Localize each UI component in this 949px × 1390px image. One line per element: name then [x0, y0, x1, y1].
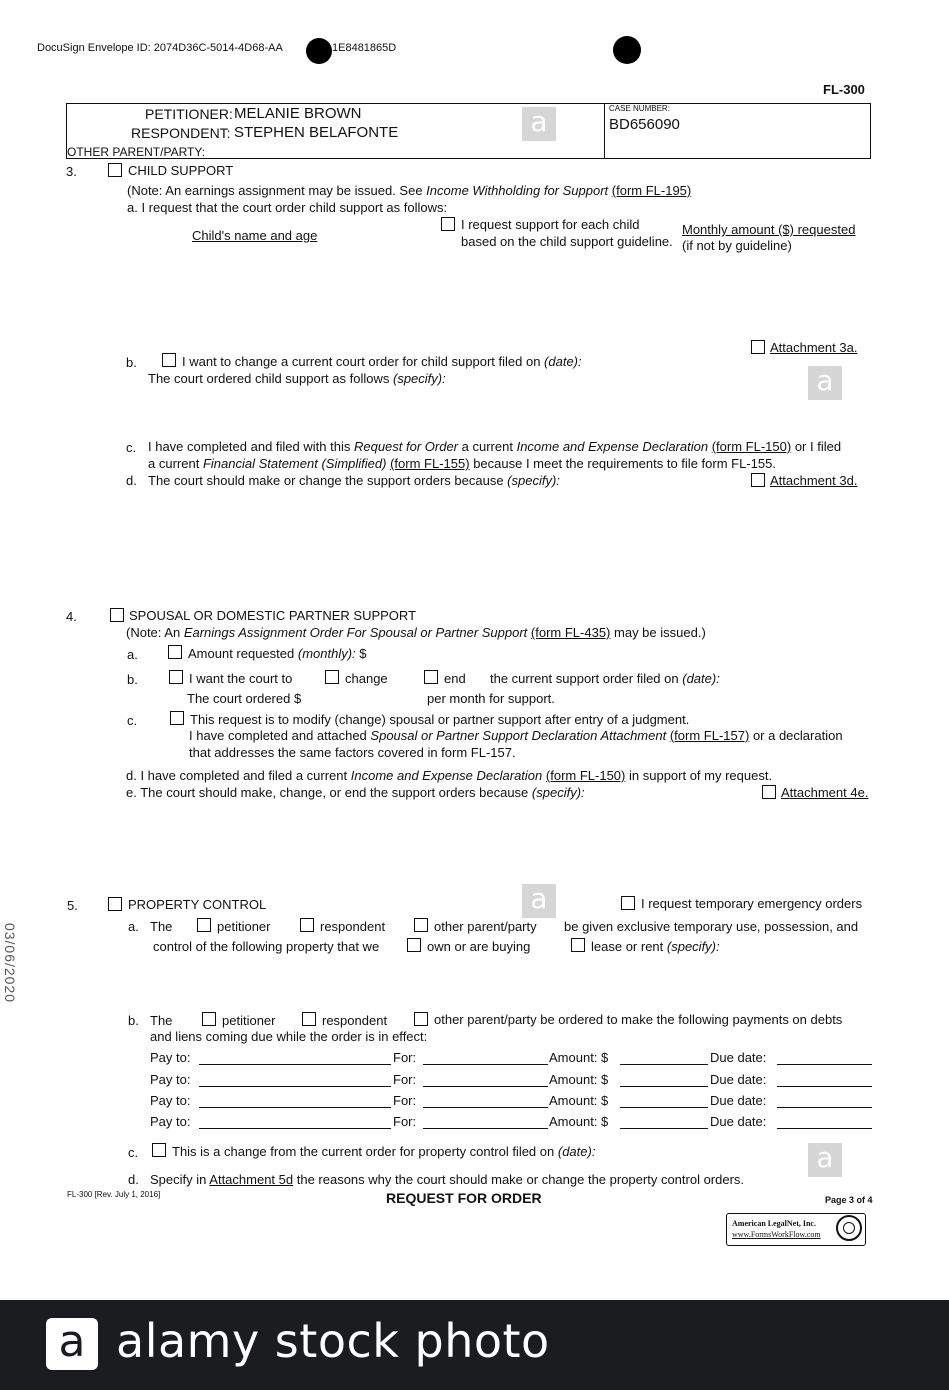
note-post: may be issued.) — [614, 625, 706, 640]
c-text: I have completed and filed with this — [148, 439, 351, 454]
section-3-note — [127, 183, 691, 198]
c-ied: Income and Expense Declaration — [516, 439, 709, 454]
case-number: BD656090 — [609, 116, 680, 133]
form-revision: FL-300 [Rev. July 1, 2016] — [67, 1190, 161, 1199]
caption-divider — [604, 103, 605, 159]
section-3d-letter: d. — [126, 473, 137, 488]
form-fl435-link[interactable]: (form FL-435) — [530, 625, 611, 640]
amount-requested-label: Amount requested — [188, 646, 295, 661]
want-court-checkbox[interactable] — [169, 670, 183, 684]
d-specify: (specify): — [507, 473, 560, 488]
section-3d-text — [148, 473, 560, 488]
d-text: The court should make or change the support orders because — [148, 473, 504, 488]
section-4-number: 4. — [66, 609, 77, 624]
own-buying-checkbox[interactable] — [407, 938, 421, 952]
amount-field[interactable] — [620, 1128, 708, 1129]
5b-petitioner-label: petitioner — [222, 1013, 276, 1028]
c-fs: Financial Statement (Simplified) — [202, 456, 387, 471]
lease-rent-label: lease or rent — [591, 939, 664, 954]
section-5c-letter: c. — [128, 1145, 139, 1160]
alamy-logo-icon: a — [46, 1318, 98, 1370]
own-buying-label: own or are buying — [427, 939, 531, 954]
section-5a-letter: a. — [128, 919, 139, 934]
ink-blot — [306, 38, 332, 64]
for-label: For: — [393, 1093, 417, 1108]
modify-judgment-checkbox[interactable] — [170, 711, 184, 725]
section-5d-letter: d. — [128, 1172, 139, 1187]
c-text4: a current — [148, 456, 200, 471]
c-text5: because I meet the requirements to file form FL-155. — [473, 456, 776, 471]
date-label: (date): — [557, 1144, 596, 1159]
watermark-icon: a — [522, 107, 556, 141]
5a-petitioner-label: petitioner — [217, 919, 271, 934]
pay-to-label: Pay to: — [150, 1072, 191, 1087]
form-fl155-link[interactable]: (form FL-155) — [390, 456, 470, 471]
dollar-sign: $ — [359, 646, 367, 661]
watermark-icon: a — [522, 884, 556, 918]
monthly-amount-subheader: (if not by guideline) — [682, 238, 792, 253]
end-checkbox[interactable] — [424, 670, 438, 684]
end-label: end — [444, 671, 466, 686]
emergency-orders-label: I request temporary emergency orders — [641, 896, 863, 911]
child-support-checkbox[interactable] — [108, 163, 122, 177]
5a-other-party-checkbox[interactable] — [414, 918, 428, 932]
legalnet-name: American LegalNet, Inc. — [732, 1219, 816, 1228]
property-control-checkbox[interactable] — [108, 897, 122, 911]
court-ordered-text: The court ordered child support as follows — [148, 371, 390, 386]
form-title: REQUEST FOR ORDER — [386, 1190, 542, 1206]
5b-respondent-label: respondent — [322, 1013, 388, 1028]
due-date-label: Due date: — [710, 1072, 767, 1087]
side-date-stamp: 03/06/2020 — [2, 922, 19, 1004]
docusign-envelope-id: DocuSign Envelope ID: 2074D36C-5014-4D68-AA — [37, 42, 283, 54]
attachment-3a-checkbox[interactable] — [751, 340, 765, 354]
note-italic: Income Withholding for Support — [426, 183, 609, 198]
amount-label: Amount: $ — [549, 1072, 609, 1087]
pay-to-label: Pay to: — [150, 1114, 191, 1129]
c-rfo: Request for Order — [353, 439, 459, 454]
due-date-label: Due date: — [710, 1114, 767, 1129]
spousal-support-checkbox[interactable] — [110, 608, 124, 622]
section-5-title: PROPERTY CONTROL — [128, 897, 267, 912]
section-3b-label: I want to change a current court order for child support filed on — [182, 354, 541, 369]
child-name-age-header: Child's name and age — [192, 228, 318, 243]
form-fl150-link[interactable]: (form FL-150) — [545, 768, 626, 783]
section-3c-text-1 — [148, 439, 841, 454]
date-label: (date): — [544, 354, 582, 369]
emergency-orders-checkbox[interactable] — [621, 896, 635, 910]
section-4e-text — [126, 785, 585, 800]
legalnet-seal-inner — [843, 1222, 855, 1234]
section-4-note — [126, 625, 706, 640]
section-4a-text — [188, 646, 367, 661]
other-party-label: OTHER PARENT/PARTY: — [67, 145, 206, 159]
5b-respondent-checkbox[interactable] — [302, 1012, 316, 1026]
5a-other-party-label: other parent/party — [434, 919, 537, 934]
pay-to-label: Pay to: — [150, 1093, 191, 1108]
form-fl157-link[interactable]: (form FL-157) — [669, 728, 750, 743]
attachment-3d-label: Attachment 3d. — [770, 473, 858, 488]
lease-rent-text — [591, 939, 720, 954]
case-number-label: CASE NUMBER: — [609, 104, 670, 113]
guideline-checkbox[interactable] — [441, 217, 455, 231]
section-5a-the: The — [150, 919, 173, 934]
section-4c-letter: c. — [127, 713, 138, 728]
section-5b-the: The — [150, 1013, 173, 1028]
due-date-field[interactable] — [777, 1086, 872, 1087]
for-label: For: — [393, 1114, 417, 1129]
specify-label: (specify): — [392, 371, 446, 386]
docusign-envelope-id-tail: 1E8481865D — [332, 42, 397, 54]
date-label: (date): — [682, 671, 720, 686]
note-pre: (Note: An — [126, 625, 181, 640]
watermark-icon: a — [808, 1143, 842, 1177]
5a-respondent-label: respondent — [320, 919, 386, 934]
property-change-checkbox[interactable] — [152, 1143, 166, 1157]
d-support: in support of my request. — [629, 768, 773, 783]
section-3-title: CHILD SUPPORT — [128, 163, 234, 178]
section-4c-text-1: This request is to modify (change) spousal or partner support after entry of a judgment. — [190, 712, 690, 727]
guideline-label-1: I request support for each child — [461, 217, 640, 232]
section-5-number: 5. — [67, 898, 78, 913]
due-date-label: Due date: — [710, 1050, 767, 1065]
5d-reasons: the reasons why the court should make or change the property control orders. — [296, 1172, 745, 1187]
section-4-title: SPOUSAL OR DOMESTIC PARTNER SUPPORT — [129, 608, 417, 623]
specify-label: (specify): — [666, 939, 720, 954]
c-declaration: or a declaration — [752, 728, 843, 743]
due-date-field[interactable] — [777, 1107, 872, 1108]
section-4a-letter: a. — [127, 647, 138, 662]
attachment-3a-label: Attachment 3a. — [770, 340, 858, 355]
amount-label: Amount: $ — [549, 1093, 609, 1108]
page-number: Page 3 of 4 — [825, 1195, 873, 1205]
section-3c-text-2 — [148, 456, 776, 471]
section-3b-line2 — [148, 371, 446, 386]
pay-to-field[interactable] — [199, 1064, 391, 1065]
watermark-icon: a — [808, 366, 842, 400]
section-4b-letter: b. — [127, 672, 138, 687]
section-3b-letter: b. — [126, 355, 137, 370]
petitioner-label: PETITIONER: — [145, 106, 233, 122]
change-label: change — [345, 671, 388, 686]
pay-to-field[interactable] — [199, 1086, 391, 1087]
c-attached: I have completed and attached — [189, 728, 367, 743]
lease-rent-checkbox[interactable] — [571, 938, 585, 952]
change-child-support-checkbox[interactable] — [162, 353, 176, 367]
for-field[interactable] — [423, 1064, 548, 1065]
section-5b-letter: b. — [128, 1013, 139, 1028]
section-4d-text — [126, 768, 772, 783]
guideline-label-2: based on the child support guideline. — [461, 234, 673, 249]
pay-to-field[interactable] — [199, 1107, 391, 1108]
due-date-field[interactable] — [777, 1064, 872, 1065]
c-attachment-name: Spousal or Partner Support Declaration Attachment — [370, 728, 667, 743]
section-3b-text — [182, 354, 582, 369]
form-id: FL-300 — [823, 82, 865, 97]
attachment-4e-checkbox[interactable] — [762, 785, 776, 799]
note-italic: Earnings Assignment Order For Spousal or Partner Support — [183, 625, 528, 640]
section-5c-text — [172, 1144, 595, 1159]
form-fl150-link[interactable]: (form FL-150) — [711, 439, 792, 454]
legalnet-url[interactable]: www.FormsWorkFlow.com — [732, 1230, 821, 1239]
d-ied: Income and Expense Declaration — [350, 768, 543, 783]
section-5d-text — [150, 1172, 744, 1187]
5a-petitioner-checkbox[interactable] — [197, 918, 211, 932]
due-date-label: Due date: — [710, 1093, 767, 1108]
respondent-name: STEPHEN BELAFONTE — [234, 124, 399, 141]
section-3a-text: a. I request that the court order child support as follows: — [127, 200, 448, 215]
amount-field[interactable] — [620, 1107, 708, 1108]
for-field[interactable] — [423, 1086, 548, 1087]
current-order-label: the current support order filed on — [490, 671, 679, 686]
5b-line2: and liens coming due while the order is in effect: — [150, 1029, 428, 1044]
5b-other-party-checkbox[interactable] — [414, 1012, 428, 1026]
monthly-label: (monthly): — [297, 646, 356, 661]
alamy-banner-text: alamy stock photo — [116, 1314, 550, 1368]
section-4b-tail — [490, 671, 720, 686]
petitioner-name: MELANIE BROWN — [234, 105, 362, 122]
d-completed: d. I have completed and filed a current — [126, 768, 348, 783]
amount-label: Amount: $ — [549, 1050, 609, 1065]
5c-label: This is a change from the current order for property control filed on — [172, 1144, 555, 1159]
attachment-5d-link[interactable]: Attachment 5d — [209, 1172, 294, 1187]
5b-other-text: other parent/party be ordered to make the following payments on debts — [434, 1012, 843, 1027]
for-label: For: — [393, 1072, 417, 1087]
e-text: e. The court should make, change, or end the support orders because — [126, 785, 529, 800]
form-fl195-link[interactable]: (form FL-195) — [611, 183, 692, 198]
ink-blot — [613, 36, 641, 64]
attachment-4e-label: Attachment 4e. — [781, 785, 869, 800]
e-specify: (specify): — [531, 785, 585, 800]
amount-label: Amount: $ — [549, 1114, 609, 1129]
respondent-label: RESPONDENT: — [131, 125, 231, 141]
amount-field[interactable] — [620, 1086, 708, 1087]
c-text2: a current — [461, 439, 513, 454]
per-month-label: per month for support. — [427, 691, 555, 706]
section-4c-text-3: that addresses the same factors covered in form FL-157. — [189, 745, 516, 760]
note-text: (Note: An earnings assignment may be issued. See — [127, 183, 427, 198]
court-ordered-label: The court ordered $ — [187, 691, 302, 706]
amount-field[interactable] — [620, 1064, 708, 1065]
section-3c-letter: c. — [126, 440, 137, 455]
monthly-amount-header: Monthly amount ($) requested — [682, 222, 856, 237]
amount-requested-checkbox[interactable] — [168, 645, 182, 659]
section-4c-text-2 — [189, 728, 843, 743]
c-text3: or I filed — [794, 439, 842, 454]
5a-control-text: control of the following property that we — [153, 939, 380, 954]
for-field[interactable] — [423, 1128, 548, 1129]
5a-respondent-checkbox[interactable] — [300, 918, 314, 932]
section-3-number: 3. — [66, 164, 77, 179]
pay-to-field[interactable] — [199, 1128, 391, 1129]
5a-given-text: be given exclusive temporary use, possession, and — [564, 919, 859, 934]
attachment-3d-checkbox[interactable] — [751, 473, 765, 487]
want-court-label: I want the court to — [189, 671, 293, 686]
for-field[interactable] — [423, 1107, 548, 1108]
5b-petitioner-checkbox[interactable] — [202, 1012, 216, 1026]
due-date-field[interactable] — [777, 1128, 872, 1129]
5d-specify: Specify in — [150, 1172, 207, 1187]
change-checkbox[interactable] — [325, 670, 339, 684]
pay-to-label: Pay to: — [150, 1050, 191, 1065]
for-label: For: — [393, 1050, 417, 1065]
